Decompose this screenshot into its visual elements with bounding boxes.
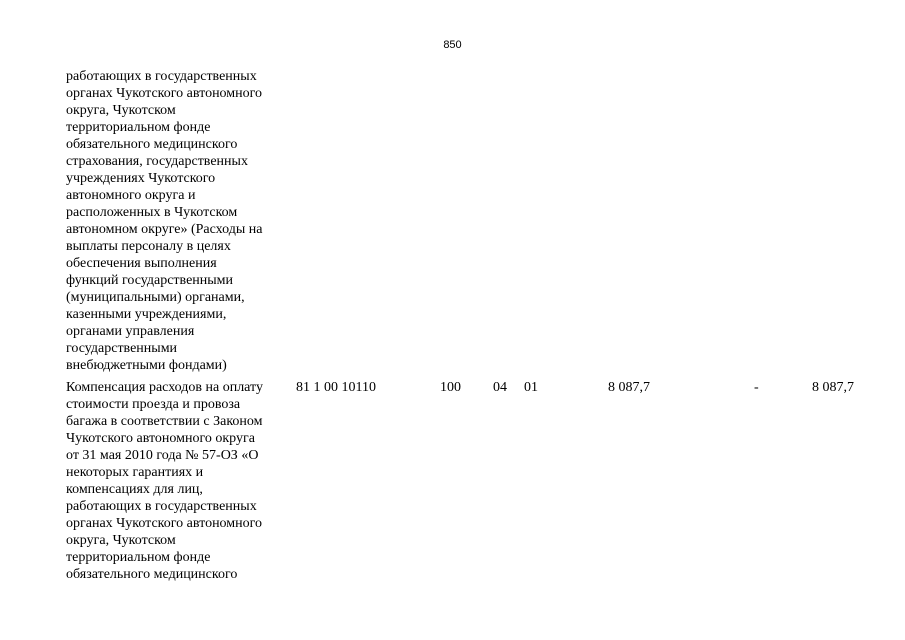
text-line: обязательного медицинского (66, 137, 238, 152)
text-line: стоимости проезда и провоза (66, 397, 241, 412)
text-line: компенсациях для лиц, (66, 482, 203, 497)
text-line: автономном округе» (Расходы на (66, 222, 263, 237)
text-line: внебюджетными фондами) (66, 358, 227, 373)
text-line: территориальном фонде (66, 550, 211, 565)
text-line: учреждениях Чукотского (66, 171, 216, 186)
text-line: выплаты персоналу в целях (66, 239, 231, 254)
text-line: государственными (66, 341, 178, 356)
text-line: органах Чукотского автономного (66, 516, 263, 531)
subsection-code: 01 (524, 380, 538, 395)
text-line: округа, Чукотском (66, 533, 176, 548)
text-line: (муниципальными) органами, (66, 290, 245, 305)
text-line: органах Чукотского автономного (66, 86, 263, 101)
amount-change: - (754, 380, 759, 395)
text-line: Компенсация расходов на оплату (66, 380, 263, 395)
text-line: некоторых гарантиях и (66, 465, 204, 480)
text-line: багажа в соответствии с Законом (66, 414, 263, 429)
text-line: казенными учреждениями, (66, 307, 227, 322)
target-article-code: 81 1 00 10110 (296, 380, 376, 395)
amount-total: 8 087,7 (812, 380, 854, 395)
section-code: 04 (493, 380, 507, 395)
expense-type-code: 100 (440, 380, 461, 395)
text-line: обязательного медицинского (66, 567, 238, 582)
text-line: Чукотского автономного округа (66, 431, 255, 446)
text-line: органами управления (66, 324, 195, 339)
continued-row-name (66, 68, 306, 374)
text-line: обеспечения выполнения (66, 256, 217, 271)
page-number: 850 (443, 39, 462, 51)
text-line: расположенных в Чукотском (66, 205, 238, 220)
text-line: страхования, государственных (66, 154, 248, 169)
text-line: работающих в государственных (66, 69, 257, 84)
amount-approved: 8 087,7 (608, 380, 650, 395)
text-line: округа, Чукотском (66, 103, 176, 118)
text-line: от 31 мая 2010 года № 57-ОЗ «О (66, 448, 259, 463)
row-name (66, 379, 306, 583)
text-line: функций государственными (66, 273, 234, 288)
text-line: территориальном фонде (66, 120, 211, 135)
text-line: работающих в государственных (66, 499, 257, 514)
text-line: автономного округа и (66, 188, 196, 203)
